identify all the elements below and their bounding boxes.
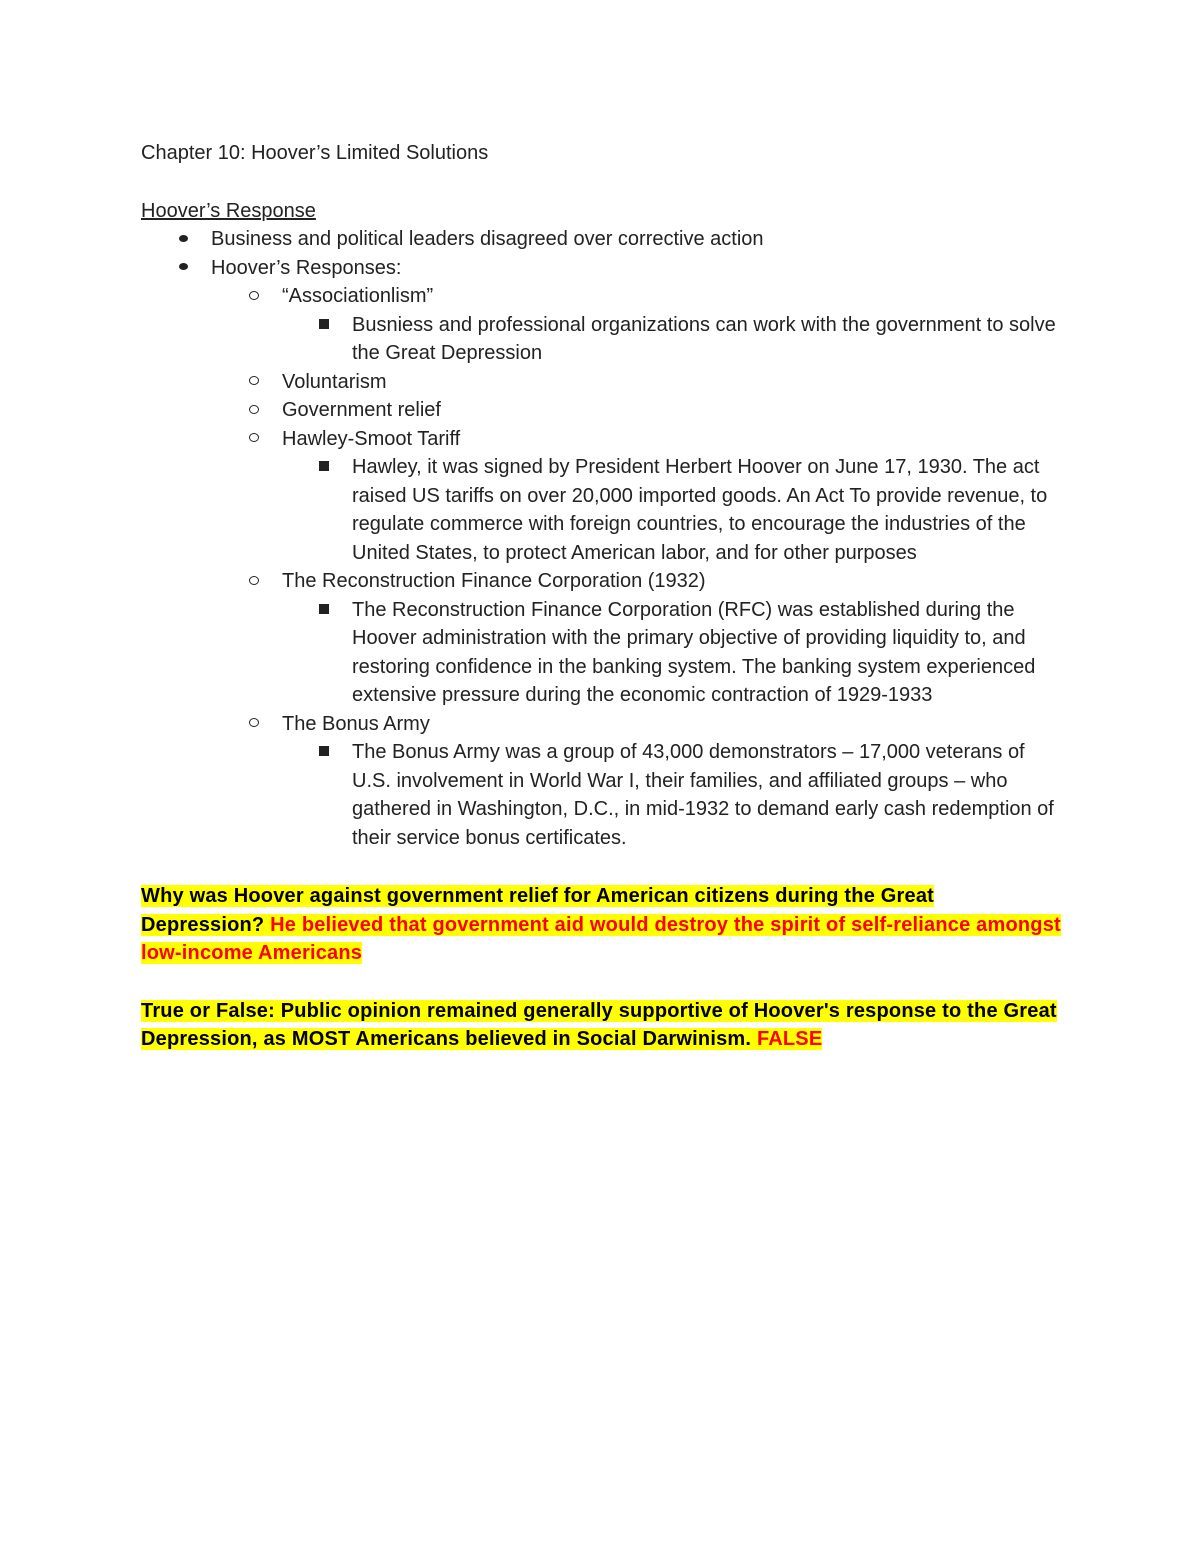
answer-text: He believed that government aid would destroy the spirit of self-reliance amongst low-income Americans <box>141 913 1061 964</box>
list-item <box>141 738 1061 852</box>
response-label: Voluntarism <box>282 370 387 393</box>
list-item <box>141 425 1061 454</box>
list-item <box>141 254 1061 283</box>
bullet-square-icon <box>314 738 334 767</box>
chapter-title: Chapter 10: Hoover’s Limited Solutions <box>141 142 489 164</box>
response-detail: Hawley, it was signed by President Herbert Hoover on June 17, 1930. The act raised US tariffs on over 20,000 imported goods. An Act To provide revenue, to regulate commerce with foreign countries, to encourage the industries of the United States, to protect American labor, and for other purposes <box>352 456 1048 564</box>
question-text: Why was Hoover against government relief for American citizens during the Great Depression? <box>141 885 935 936</box>
response-detail: Busniess and professional organizations can work with the government to solve the Great Depression <box>352 313 1056 364</box>
bullet-text: Business and political leaders disagreed over corrective action <box>211 228 764 250</box>
bullet-circle-icon <box>244 567 264 596</box>
list-item <box>141 710 1061 739</box>
list-item <box>141 282 1061 311</box>
list-item <box>141 311 1061 368</box>
list-item <box>141 396 1061 425</box>
bullet-circle-icon <box>244 710 264 739</box>
response-detail: The Reconstruction Finance Corporation (RFC) was established during the Hoover administration with the primary objective of providing liquidity to, and restoring confidence in the banking system. The banking system experienced extensive pressure during the economic contraction of 1929-1933 <box>352 598 1036 706</box>
response-label: The Bonus Army <box>282 712 430 735</box>
responses-list <box>141 368 1061 454</box>
list-item <box>141 453 1061 567</box>
detail-list <box>141 453 1061 567</box>
list-item <box>141 596 1061 710</box>
answer-text: FALSE <box>756 1028 823 1050</box>
responses-list <box>141 710 1061 739</box>
detail-list <box>141 596 1061 710</box>
question-block-2 <box>141 997 1061 1054</box>
bullet-dot-icon <box>173 254 193 283</box>
responses-list <box>141 282 1061 311</box>
response-detail: The Bonus Army was a group of 43,000 demonstrators – 17,000 veterans of U.S. involvement in World War I, their families, and affiliated groups – who gathered in Washington, D.C., in mid-1932 to demand early cash redemption of their service bonus certificates. <box>352 741 1054 849</box>
bullet-text: Hoover’s Responses: <box>211 256 402 279</box>
bullet-circle-icon <box>244 425 264 454</box>
list-item <box>141 368 1061 397</box>
question-block-1 <box>141 882 1061 968</box>
bullet-square-icon <box>314 596 334 625</box>
responses-list <box>141 567 1061 596</box>
bullet-circle-icon <box>244 396 264 425</box>
detail-list <box>141 738 1061 852</box>
section-heading: Hoover’s Response <box>141 199 316 222</box>
bullet-circle-icon <box>244 368 264 397</box>
list-item <box>141 567 1061 596</box>
bullet-square-icon <box>314 311 334 340</box>
detail-list <box>141 311 1061 368</box>
main-bullet-list <box>141 225 1061 282</box>
document-page <box>141 139 1061 1054</box>
bullet-square-icon <box>314 453 334 482</box>
response-label: Government relief <box>282 399 441 421</box>
response-label: The Reconstruction Finance Corporation (1932) <box>282 570 706 592</box>
response-label: “Associationlism” <box>282 285 434 307</box>
bullet-circle-icon <box>244 282 264 311</box>
bullet-dot-icon <box>173 225 193 254</box>
question-text: True or False: Public opinion remained generally supportive of Hoover's response to the Great Depression, as MOST Americans believed in Social Darwinism. <box>141 999 1057 1050</box>
response-label: Hawley-Smoot Tariff <box>282 427 461 450</box>
list-item <box>141 225 1061 254</box>
